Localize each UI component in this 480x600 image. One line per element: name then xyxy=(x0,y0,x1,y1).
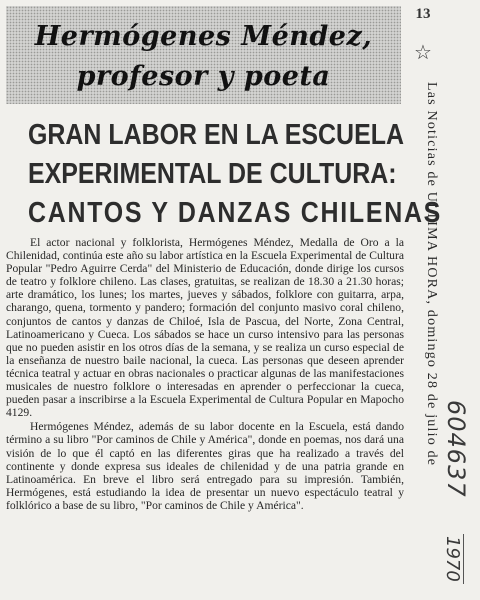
handwritten-year: 1970 xyxy=(442,536,463,582)
kicker-line-2: profesor y poeta xyxy=(76,61,331,92)
article-paragraph-1: El actor nacional y folklorista, Hermógenes Méndez, Medalla de Oro a la Chilenidad, continúa este año su labor artística en la Escuela Experimental de Cultura Popular "Pedro Aguirre Cerda" del Ministerio de Educación, donde dirige los cursos de teatro y folklore chileno. Las clases, gratuitas, se realizan de 18.30 a 21.30 horas; arte dramático, los lunes; los martes, jueves y sábados, folklore con guitarra, arpa, charango, quena, tormento y pandero; formación del conjunto masivo coral chileno, conjuntos de cantos y danzas de Chiloé, Isla de Pascua, del Norte, Zona Central, Latinoamericano y Cueca. Los sábados se hace un curso intensivo para las personas que no pueden asistir en los otros días de la semana, y se realiza un curso especial de la enseñanza de nuestro baile nacional, la cueca. Las personas que deseen aprender técnica teatral y actuar en obras nacionales o practicar algunas de las manifestaciones musicales de nuestro folklore o interesadas en aprender o perfeccionar la cueca, pueden pasar a inscribirse a la Escuela Experimental de Cultura Popular en Mapocho 4129. xyxy=(6,236,404,420)
source-citation: Las Noticias de ULTIMA HORA, domingo 28 de julio de xyxy=(424,82,439,467)
kicker-line-1: Hermógenes Méndez, xyxy=(34,21,373,52)
headline-line-2: EXPERIMENTAL DE CULTURA: xyxy=(28,158,397,190)
page-number: 13 xyxy=(415,6,431,22)
article-paragraph-2: Hermógenes Méndez, además de su labor docente en la Escuela, está dando término a su libro "Por caminos de Chile y América", donde en poemas, nos dará una visión de lo que él captó en las diferentes giras que ha realizado a través del continente y donde expresa sus ideales de chilenidad y de una patria grande en Latinoamérica. En breve el libro será entregado para su impresión. También, Hermógenes, está estudiando la idea de presentar un nuevo espectáculo teatral y folklórico a base de su libro, "Por caminos de Chile y América". xyxy=(6,420,404,512)
star-icon: ☆ xyxy=(414,40,432,64)
article-body xyxy=(6,236,404,598)
headline-line-1: GRAN LABOR EN LA ESCUELA xyxy=(28,119,404,151)
handwritten-code: 604637 xyxy=(442,400,470,498)
kicker-banner xyxy=(6,6,401,104)
headline-line-3: CANTOS Y DANZAS CHILENAS xyxy=(28,197,443,229)
headline xyxy=(28,116,443,233)
margin-strip xyxy=(410,0,480,600)
